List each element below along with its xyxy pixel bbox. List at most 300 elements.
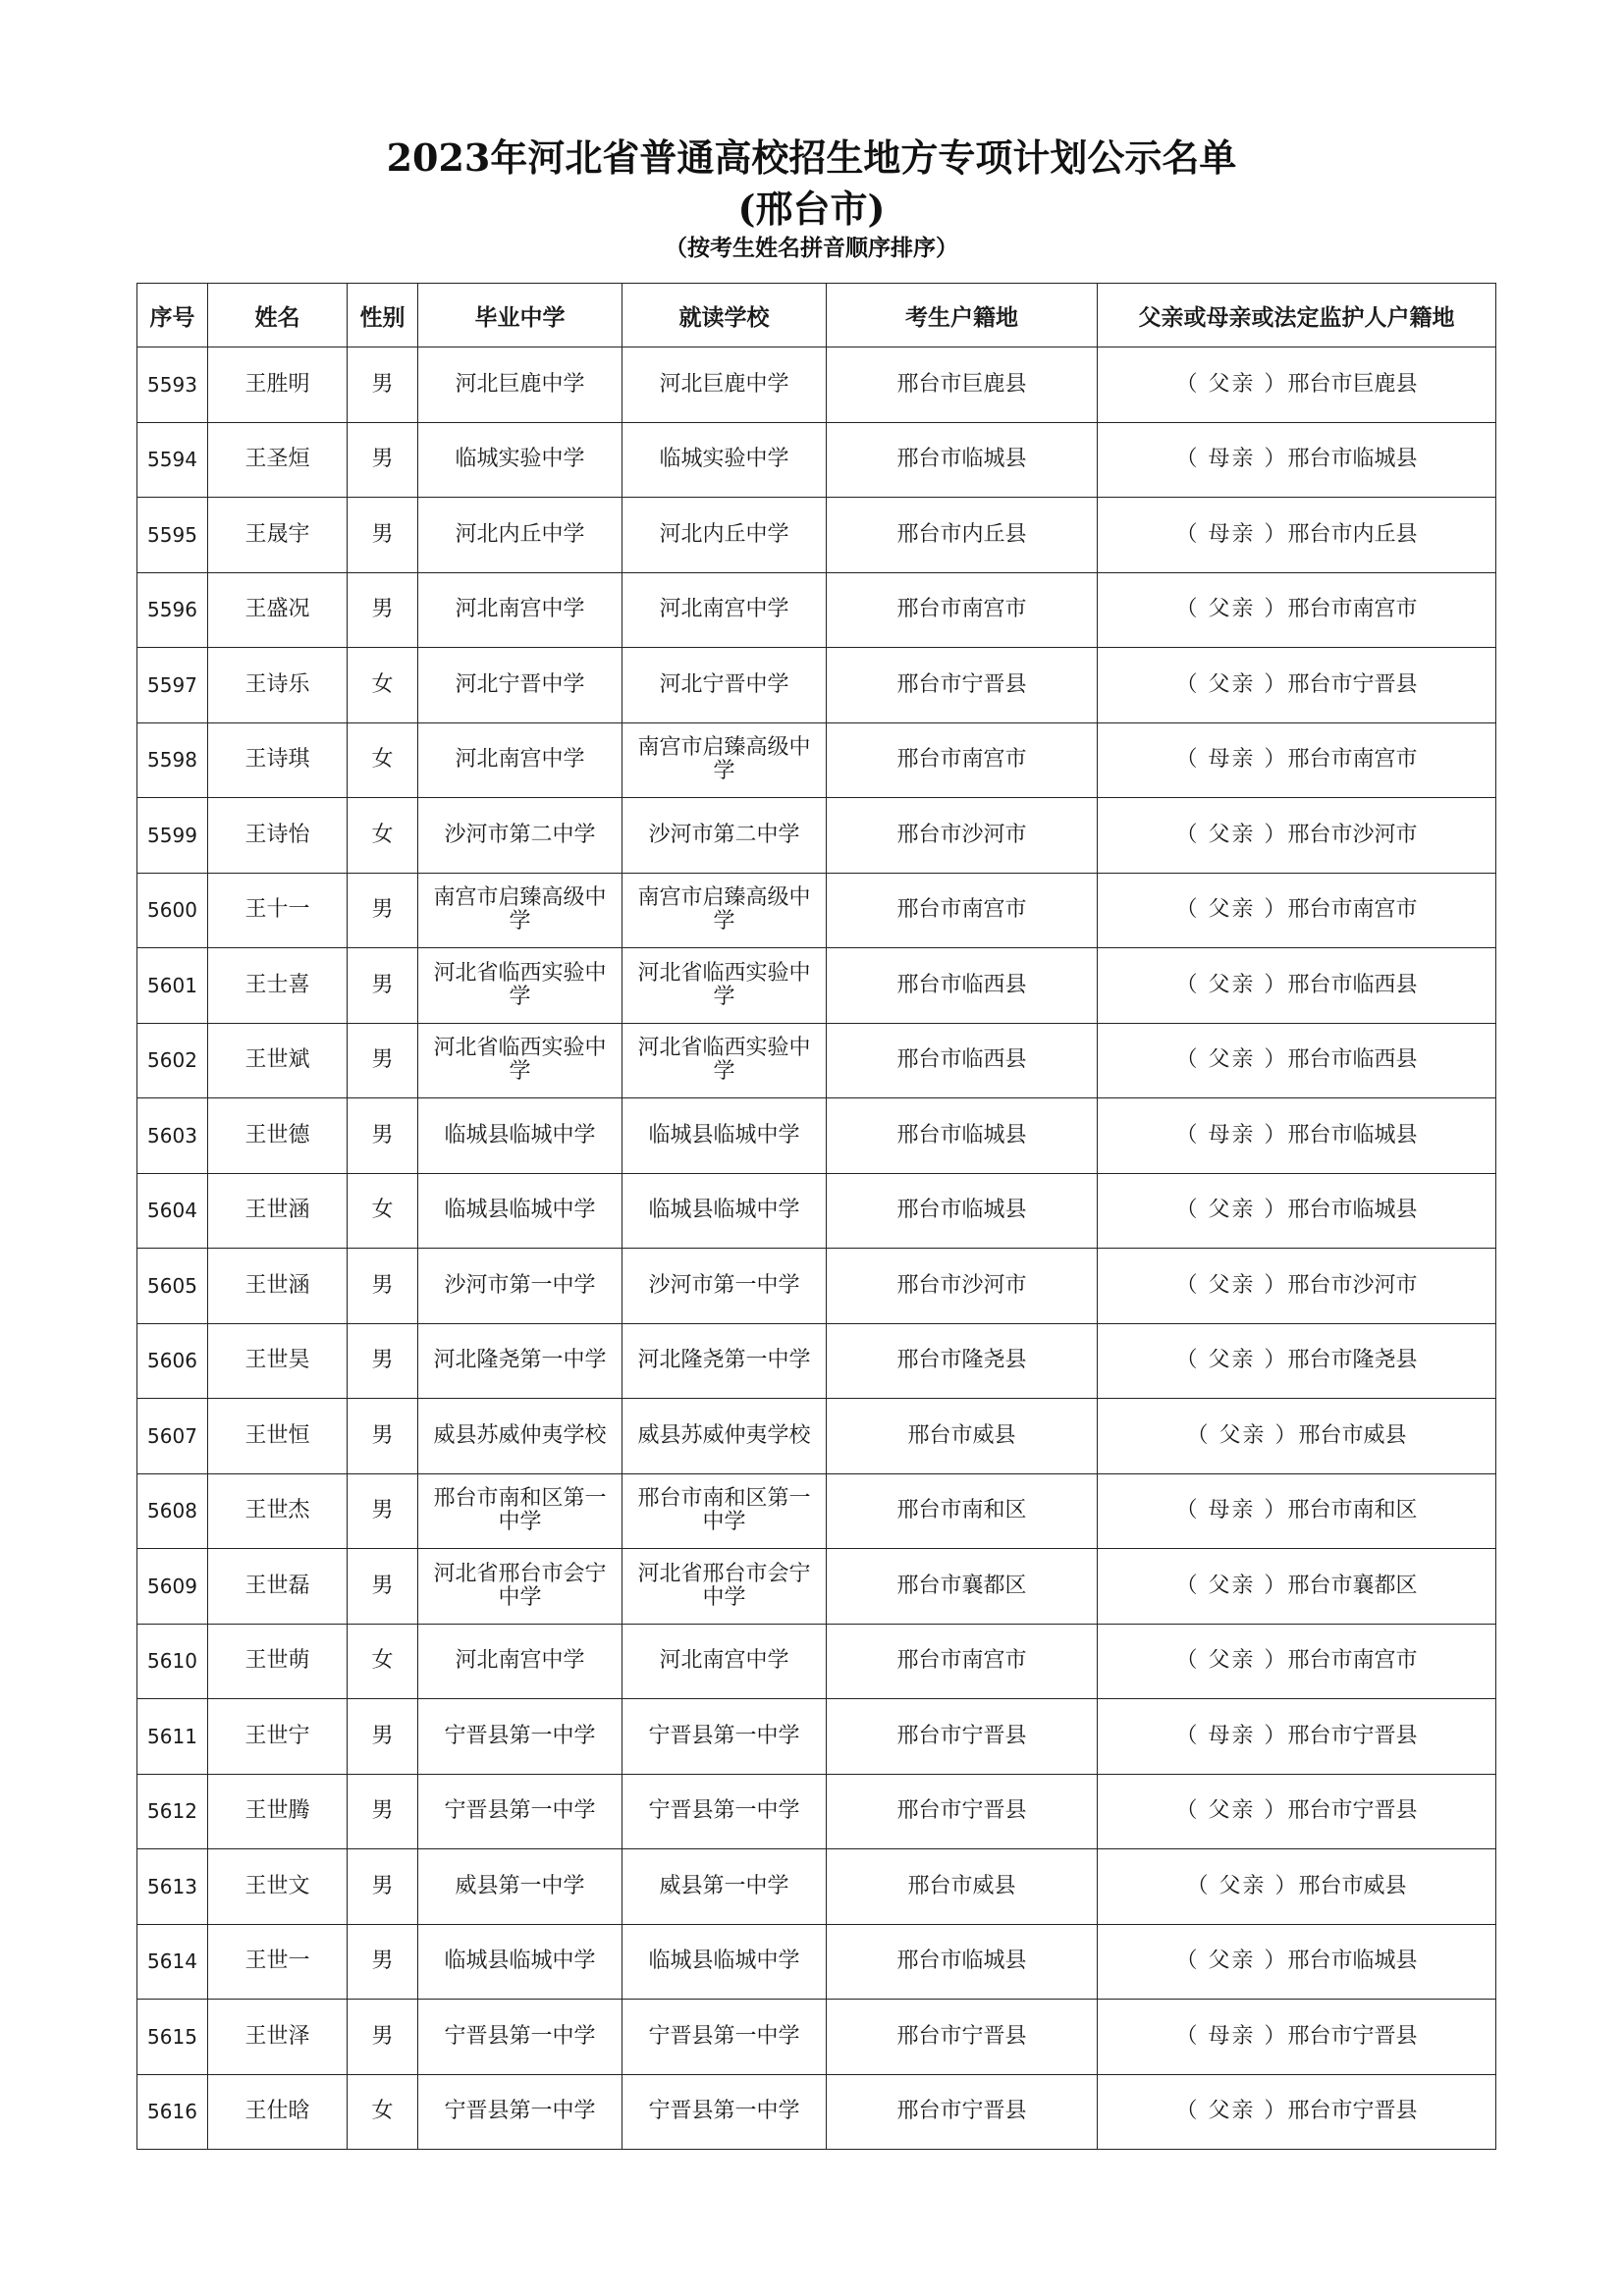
cell-name: 王世涵 <box>208 1249 348 1324</box>
guardian-relation: （ 父亲 ） <box>1175 1648 1288 1674</box>
cell-gender: 男 <box>348 1098 418 1174</box>
guardian-relation: （ 父亲 ） <box>1175 597 1288 622</box>
table-row <box>137 1624 1496 1699</box>
cell-household: 邢台市宁晋县 <box>827 1774 1098 1849</box>
table-row <box>137 2000 1496 2075</box>
cell-guardian-household <box>1098 498 1496 573</box>
cell-current-school-text: 宁晋县第一中学 <box>648 2099 800 2124</box>
cell-grad-school <box>418 1399 622 1474</box>
guardian-relation: （ 父亲 ） <box>1186 1422 1299 1448</box>
cell-seq: 5612 <box>137 1774 208 1849</box>
cell-grad-school-text: 邢台市南和区第一中学 <box>433 1486 607 1535</box>
cell-guardian-household <box>1098 873 1496 948</box>
guardian-place: 邢台市南宫市 <box>1287 747 1418 773</box>
guardian-relation: （ 父亲 ） <box>1175 1348 1288 1373</box>
cell-current-school <box>622 873 827 948</box>
cell-grad-school <box>418 873 622 948</box>
cell-current-school-text: 河北隆尧第一中学 <box>637 1348 811 1373</box>
cell-name: 王世泽 <box>208 2000 348 2075</box>
cell-grad-school <box>418 1249 622 1324</box>
cell-guardian-household <box>1098 347 1496 423</box>
guardian-relation: （ 父亲 ） <box>1175 1047 1288 1073</box>
table-row <box>137 347 1496 423</box>
table-row <box>137 1399 1496 1474</box>
guardian-place: 邢台市临城县 <box>1287 1122 1418 1148</box>
cell-gender: 男 <box>348 1473 418 1549</box>
cell-seq: 5596 <box>137 572 208 648</box>
cell-guardian-household <box>1098 1699 1496 1775</box>
cell-grad-school-text: 宁晋县第一中学 <box>444 1798 596 1824</box>
cell-grad-school-text: 威县苏威仲夷学校 <box>433 1422 607 1448</box>
header-gender: 性别 <box>348 284 418 347</box>
table-row <box>137 498 1496 573</box>
cell-current-school <box>622 798 827 874</box>
cell-grad-school-text: 威县第一中学 <box>455 1873 585 1898</box>
cell-gender: 男 <box>348 1249 418 1324</box>
guardian-place: 邢台市威县 <box>1298 1422 1407 1448</box>
table-row <box>137 1774 1496 1849</box>
cell-current-school-text: 威县苏威仲夷学校 <box>637 1422 811 1448</box>
cell-seq: 5614 <box>137 1924 208 2000</box>
cell-name: 王世杰 <box>208 1473 348 1549</box>
cell-guardian-household <box>1098 1323 1496 1399</box>
table-body <box>137 347 1496 2150</box>
guardian-relation: （ 父亲 ） <box>1175 1798 1288 1824</box>
cell-grad-school <box>418 1774 622 1849</box>
table-row <box>137 1173 1496 1249</box>
guardian-place: 邢台市巨鹿县 <box>1287 371 1418 397</box>
cell-name: 王诗琪 <box>208 722 348 798</box>
cell-current-school-text: 威县第一中学 <box>659 1873 789 1898</box>
cell-grad-school-text: 河北省临西实验中学 <box>433 960 607 1009</box>
cell-current-school-text: 河北南宫中学 <box>659 1648 789 1674</box>
cell-guardian-household <box>1098 1774 1496 1849</box>
cell-grad-school <box>418 1549 622 1625</box>
cell-name: 王世斌 <box>208 1023 348 1098</box>
guardian-place: 邢台市宁晋县 <box>1287 2023 1418 2049</box>
guardian-place: 邢台市沙河市 <box>1287 822 1418 847</box>
cell-grad-school-text: 河北巨鹿中学 <box>455 371 585 397</box>
cell-grad-school <box>418 422 622 498</box>
cell-guardian-household <box>1098 1924 1496 2000</box>
cell-household: 邢台市沙河市 <box>827 798 1098 874</box>
cell-name: 王诗怡 <box>208 798 348 874</box>
cell-current-school <box>622 498 827 573</box>
table-row <box>137 1023 1496 1098</box>
cell-name: 王世德 <box>208 1098 348 1174</box>
cell-seq: 5603 <box>137 1098 208 1174</box>
table-row <box>137 798 1496 874</box>
cell-current-school-text: 河北巨鹿中学 <box>659 371 789 397</box>
cell-seq: 5597 <box>137 648 208 723</box>
cell-current-school <box>622 1624 827 1699</box>
cell-household: 邢台市威县 <box>827 1399 1098 1474</box>
cell-guardian-household <box>1098 1849 1496 1925</box>
cell-gender: 女 <box>348 1173 418 1249</box>
cell-name: 王诗乐 <box>208 648 348 723</box>
cell-current-school-text: 临城实验中学 <box>659 447 789 472</box>
cell-current-school <box>622 2074 827 2150</box>
guardian-place: 邢台市南宫市 <box>1287 597 1418 622</box>
cell-guardian-household <box>1098 572 1496 648</box>
guardian-relation: （ 父亲 ） <box>1175 371 1288 397</box>
guardian-relation: （ 母亲 ） <box>1175 1122 1288 1148</box>
cell-gender: 男 <box>348 1924 418 2000</box>
cell-grad-school-text: 河北宁晋中学 <box>455 671 585 697</box>
cell-current-school-text: 宁晋县第一中学 <box>648 2023 800 2049</box>
guardian-relation: （ 父亲 ） <box>1175 1198 1288 1223</box>
cell-household: 邢台市南宫市 <box>827 722 1098 798</box>
cell-guardian-household <box>1098 1173 1496 1249</box>
cell-current-school-text: 沙河市第一中学 <box>648 1272 800 1298</box>
cell-grad-school <box>418 948 622 1024</box>
cell-grad-school-text: 南宫市启臻高级中学 <box>433 885 607 934</box>
cell-household: 邢台市宁晋县 <box>827 2000 1098 2075</box>
cell-household: 邢台市临城县 <box>827 1924 1098 2000</box>
cell-grad-school-text: 河北隆尧第一中学 <box>433 1348 607 1373</box>
header-household: 考生户籍地 <box>827 284 1098 347</box>
cell-grad-school-text: 宁晋县第一中学 <box>444 2099 596 2124</box>
cell-name: 王圣烜 <box>208 422 348 498</box>
table-row <box>137 1098 1496 1174</box>
cell-household: 邢台市临城县 <box>827 1173 1098 1249</box>
table-row <box>137 648 1496 723</box>
cell-grad-school <box>418 2000 622 2075</box>
cell-current-school <box>622 1249 827 1324</box>
cell-current-school <box>622 1699 827 1775</box>
cell-name: 王世磊 <box>208 1549 348 1625</box>
cell-current-school <box>622 2000 827 2075</box>
cell-household: 邢台市襄都区 <box>827 1549 1098 1625</box>
cell-name: 王晟宇 <box>208 498 348 573</box>
cell-household: 邢台市隆尧县 <box>827 1323 1098 1399</box>
cell-guardian-household <box>1098 422 1496 498</box>
cell-grad-school-text: 河北南宫中学 <box>455 597 585 622</box>
cell-guardian-household <box>1098 1399 1496 1474</box>
cell-household: 邢台市临西县 <box>827 1023 1098 1098</box>
guardian-place: 邢台市南和区 <box>1287 1498 1418 1523</box>
cell-grad-school <box>418 1624 622 1699</box>
cell-gender: 男 <box>348 1399 418 1474</box>
cell-grad-school <box>418 498 622 573</box>
cell-current-school-text: 河北省邢台市会宁中学 <box>637 1561 811 1610</box>
cell-current-school <box>622 1399 827 1474</box>
cell-current-school <box>622 422 827 498</box>
cell-seq: 5607 <box>137 1399 208 1474</box>
cell-name: 王士喜 <box>208 948 348 1024</box>
cell-gender: 男 <box>348 948 418 1024</box>
cell-household: 邢台市南宫市 <box>827 1624 1098 1699</box>
cell-name: 王世萌 <box>208 1624 348 1699</box>
cell-grad-school-text: 临城县临城中学 <box>444 1198 596 1223</box>
cell-gender: 女 <box>348 798 418 874</box>
cell-grad-school <box>418 798 622 874</box>
cell-guardian-household <box>1098 2074 1496 2150</box>
cell-gender: 男 <box>348 1774 418 1849</box>
cell-gender: 男 <box>348 422 418 498</box>
cell-grad-school-text: 临城县临城中学 <box>444 1949 596 1974</box>
cell-seq: 5595 <box>137 498 208 573</box>
cell-name: 王仕晗 <box>208 2074 348 2150</box>
cell-gender: 女 <box>348 2074 418 2150</box>
cell-current-school <box>622 948 827 1024</box>
guardian-relation: （ 父亲 ） <box>1175 897 1288 923</box>
cell-guardian-household <box>1098 948 1496 1024</box>
guardian-place: 邢台市南宫市 <box>1287 1648 1418 1674</box>
cell-current-school-text: 南宫市启臻高级中学 <box>637 885 811 934</box>
cell-current-school-text: 宁晋县第一中学 <box>648 1723 800 1748</box>
cell-gender: 男 <box>348 572 418 648</box>
guardian-relation: （ 父亲 ） <box>1186 1873 1299 1898</box>
cell-current-school <box>622 1023 827 1098</box>
guardian-place: 邢台市南宫市 <box>1287 897 1418 923</box>
cell-name: 王世腾 <box>208 1774 348 1849</box>
cell-household: 邢台市巨鹿县 <box>827 347 1098 423</box>
cell-household: 邢台市宁晋县 <box>827 1699 1098 1775</box>
header-guardian-household: 父亲或母亲或法定监护人户籍地 <box>1098 284 1496 347</box>
guardian-place: 邢台市威县 <box>1298 1873 1407 1898</box>
cell-current-school-text: 沙河市第二中学 <box>648 822 800 847</box>
cell-household: 邢台市内丘县 <box>827 498 1098 573</box>
guardian-relation: （ 母亲 ） <box>1175 447 1288 472</box>
table-row <box>137 1549 1496 1625</box>
cell-current-school-text: 河北宁晋中学 <box>659 671 789 697</box>
table-row <box>137 1473 1496 1549</box>
cell-current-school <box>622 347 827 423</box>
cell-gender: 男 <box>348 1699 418 1775</box>
cell-current-school <box>622 1173 827 1249</box>
table-row <box>137 572 1496 648</box>
cell-household: 邢台市南宫市 <box>827 572 1098 648</box>
table-row <box>137 2074 1496 2150</box>
cell-household: 邢台市宁晋县 <box>827 648 1098 723</box>
cell-household: 邢台市南宫市 <box>827 873 1098 948</box>
table-row <box>137 1924 1496 2000</box>
guardian-relation: （ 父亲 ） <box>1175 2099 1288 2124</box>
guardian-place: 邢台市临城县 <box>1287 1949 1418 1974</box>
guardian-place: 邢台市宁晋县 <box>1287 671 1418 697</box>
header-current-school: 就读学校 <box>622 284 827 347</box>
cell-gender: 女 <box>348 722 418 798</box>
cell-grad-school <box>418 1924 622 2000</box>
cell-grad-school <box>418 1323 622 1399</box>
cell-seq: 5601 <box>137 948 208 1024</box>
cell-name: 王世恒 <box>208 1399 348 1474</box>
table-row <box>137 1249 1496 1324</box>
table-row <box>137 1323 1496 1399</box>
cell-grad-school-text: 河北省临西实验中学 <box>433 1036 607 1085</box>
cell-name: 王世一 <box>208 1924 348 2000</box>
cell-grad-school-text: 沙河市第二中学 <box>444 822 596 847</box>
cell-gender: 男 <box>348 1849 418 1925</box>
cell-name: 王世涵 <box>208 1173 348 1249</box>
guardian-place: 邢台市襄都区 <box>1287 1573 1418 1598</box>
guardian-place: 邢台市隆尧县 <box>1287 1348 1418 1373</box>
cell-current-school-text: 临城县临城中学 <box>648 1198 800 1223</box>
cell-grad-school <box>418 722 622 798</box>
cell-seq: 5609 <box>137 1549 208 1625</box>
header-seq: 序号 <box>137 284 208 347</box>
cell-grad-school-text: 沙河市第一中学 <box>444 1272 596 1298</box>
guardian-place: 邢台市内丘县 <box>1287 521 1418 547</box>
cell-grad-school <box>418 648 622 723</box>
cell-grad-school <box>418 1098 622 1174</box>
guardian-relation: （ 父亲 ） <box>1175 1949 1288 1974</box>
cell-guardian-household <box>1098 1023 1496 1098</box>
cell-current-school <box>622 1774 827 1849</box>
document-title: 2023年河北省普通高校招生地方专项计划公示名单 <box>386 135 1237 180</box>
cell-grad-school-text: 宁晋县第一中学 <box>444 1723 596 1748</box>
cell-household: 邢台市南和区 <box>827 1473 1098 1549</box>
cell-gender: 男 <box>348 2000 418 2075</box>
cell-guardian-household <box>1098 1098 1496 1174</box>
document-subtitle-city: (邢台市) <box>737 187 886 231</box>
guardian-relation: （ 母亲 ） <box>1175 1723 1288 1748</box>
cell-name: 王世宁 <box>208 1699 348 1775</box>
cell-seq: 5616 <box>137 2074 208 2150</box>
header-grad-school: 毕业中学 <box>418 284 622 347</box>
cell-seq: 5598 <box>137 722 208 798</box>
cell-name: 王盛况 <box>208 572 348 648</box>
guardian-relation: （ 母亲 ） <box>1175 521 1288 547</box>
cell-current-school-text: 南宫市启臻高级中学 <box>637 735 811 784</box>
cell-grad-school-text: 临城县临城中学 <box>444 1122 596 1148</box>
cell-guardian-household <box>1098 798 1496 874</box>
guardian-place: 邢台市宁晋县 <box>1287 1723 1418 1748</box>
cell-household: 邢台市临西县 <box>827 948 1098 1024</box>
cell-current-school <box>622 1473 827 1549</box>
cell-grad-school-text: 临城实验中学 <box>455 447 585 472</box>
cell-name: 王世昊 <box>208 1323 348 1399</box>
guardian-relation: （ 父亲 ） <box>1175 1573 1288 1598</box>
cell-current-school <box>622 722 827 798</box>
guardian-relation: （ 父亲 ） <box>1175 671 1288 697</box>
cell-grad-school <box>418 1023 622 1098</box>
table-row <box>137 1849 1496 1925</box>
cell-seq: 5613 <box>137 1849 208 1925</box>
cell-seq: 5600 <box>137 873 208 948</box>
cell-grad-school <box>418 1473 622 1549</box>
cell-seq: 5604 <box>137 1173 208 1249</box>
cell-current-school <box>622 1098 827 1174</box>
cell-grad-school <box>418 347 622 423</box>
cell-name: 王胜明 <box>208 347 348 423</box>
table-row <box>137 422 1496 498</box>
guardian-place: 邢台市临城县 <box>1287 1198 1418 1223</box>
cell-seq: 5593 <box>137 347 208 423</box>
cell-name: 王世文 <box>208 1849 348 1925</box>
cell-guardian-household <box>1098 1473 1496 1549</box>
cell-seq: 5610 <box>137 1624 208 1699</box>
guardian-relation: （ 母亲 ） <box>1175 1498 1288 1523</box>
cell-grad-school <box>418 1849 622 1925</box>
cell-grad-school <box>418 572 622 648</box>
cell-seq: 5615 <box>137 2000 208 2075</box>
cell-current-school-text: 临城县临城中学 <box>648 1949 800 1974</box>
cell-seq: 5606 <box>137 1323 208 1399</box>
cell-gender: 男 <box>348 347 418 423</box>
cell-grad-school-text: 河北内丘中学 <box>455 521 585 547</box>
cell-seq: 5599 <box>137 798 208 874</box>
cell-guardian-household <box>1098 2000 1496 2075</box>
cell-gender: 男 <box>348 1323 418 1399</box>
cell-current-school <box>622 1549 827 1625</box>
cell-grad-school <box>418 1699 622 1775</box>
cell-seq: 5602 <box>137 1023 208 1098</box>
roster-table <box>136 283 1496 2150</box>
cell-current-school-text: 临城县临城中学 <box>648 1122 800 1148</box>
cell-grad-school-text: 河北省邢台市会宁中学 <box>433 1561 607 1610</box>
guardian-place: 邢台市宁晋县 <box>1287 1798 1418 1824</box>
cell-current-school-text: 宁晋县第一中学 <box>648 1798 800 1824</box>
guardian-relation: （ 母亲 ） <box>1175 747 1288 773</box>
cell-current-school-text: 河北南宫中学 <box>659 597 789 622</box>
table-row <box>137 873 1496 948</box>
cell-current-school <box>622 1323 827 1399</box>
cell-name: 王十一 <box>208 873 348 948</box>
guardian-relation: （ 父亲 ） <box>1175 972 1288 997</box>
cell-guardian-household <box>1098 648 1496 723</box>
cell-household: 邢台市威县 <box>827 1849 1098 1925</box>
cell-grad-school-text: 宁晋县第一中学 <box>444 2023 596 2049</box>
header-name: 姓名 <box>208 284 348 347</box>
cell-grad-school <box>418 1173 622 1249</box>
cell-gender: 男 <box>348 1549 418 1625</box>
cell-gender: 男 <box>348 498 418 573</box>
guardian-place: 邢台市临城县 <box>1287 447 1418 472</box>
cell-current-school-text: 河北省临西实验中学 <box>637 1036 811 1085</box>
cell-gender: 男 <box>348 873 418 948</box>
guardian-place: 邢台市临西县 <box>1287 972 1418 997</box>
table-row <box>137 948 1496 1024</box>
guardian-relation: （ 父亲 ） <box>1175 822 1288 847</box>
cell-household: 邢台市临城县 <box>827 1098 1098 1174</box>
cell-current-school <box>622 1924 827 2000</box>
guardian-place: 邢台市宁晋县 <box>1287 2099 1418 2124</box>
cell-guardian-household <box>1098 1549 1496 1625</box>
document-sort-note: （按考生姓名拼音顺序排序） <box>665 235 958 261</box>
guardian-relation: （ 父亲 ） <box>1175 1272 1288 1298</box>
cell-grad-school-text: 河北南宫中学 <box>455 1648 585 1674</box>
cell-guardian-household <box>1098 1249 1496 1324</box>
cell-current-school-text: 邢台市南和区第一中学 <box>637 1486 811 1535</box>
cell-grad-school <box>418 2074 622 2150</box>
cell-current-school-text: 河北内丘中学 <box>659 521 789 547</box>
cell-current-school-text: 河北省临西实验中学 <box>637 960 811 1009</box>
cell-household: 邢台市宁晋县 <box>827 2074 1098 2150</box>
cell-household: 邢台市沙河市 <box>827 1249 1098 1324</box>
cell-seq: 5594 <box>137 422 208 498</box>
cell-seq: 5608 <box>137 1473 208 1549</box>
guardian-relation: （ 母亲 ） <box>1175 2023 1288 2049</box>
table-header-row <box>137 284 1496 347</box>
cell-guardian-household <box>1098 1624 1496 1699</box>
table-row <box>137 722 1496 798</box>
cell-seq: 5605 <box>137 1249 208 1324</box>
cell-gender: 女 <box>348 1624 418 1699</box>
table-row <box>137 1699 1496 1775</box>
cell-gender: 男 <box>348 1023 418 1098</box>
cell-grad-school-text: 河北南宫中学 <box>455 747 585 773</box>
cell-seq: 5611 <box>137 1699 208 1775</box>
cell-current-school <box>622 572 827 648</box>
cell-household: 邢台市临城县 <box>827 422 1098 498</box>
cell-guardian-household <box>1098 722 1496 798</box>
cell-gender: 女 <box>348 648 418 723</box>
cell-current-school <box>622 1849 827 1925</box>
guardian-place: 邢台市沙河市 <box>1287 1272 1418 1298</box>
cell-current-school <box>622 648 827 723</box>
